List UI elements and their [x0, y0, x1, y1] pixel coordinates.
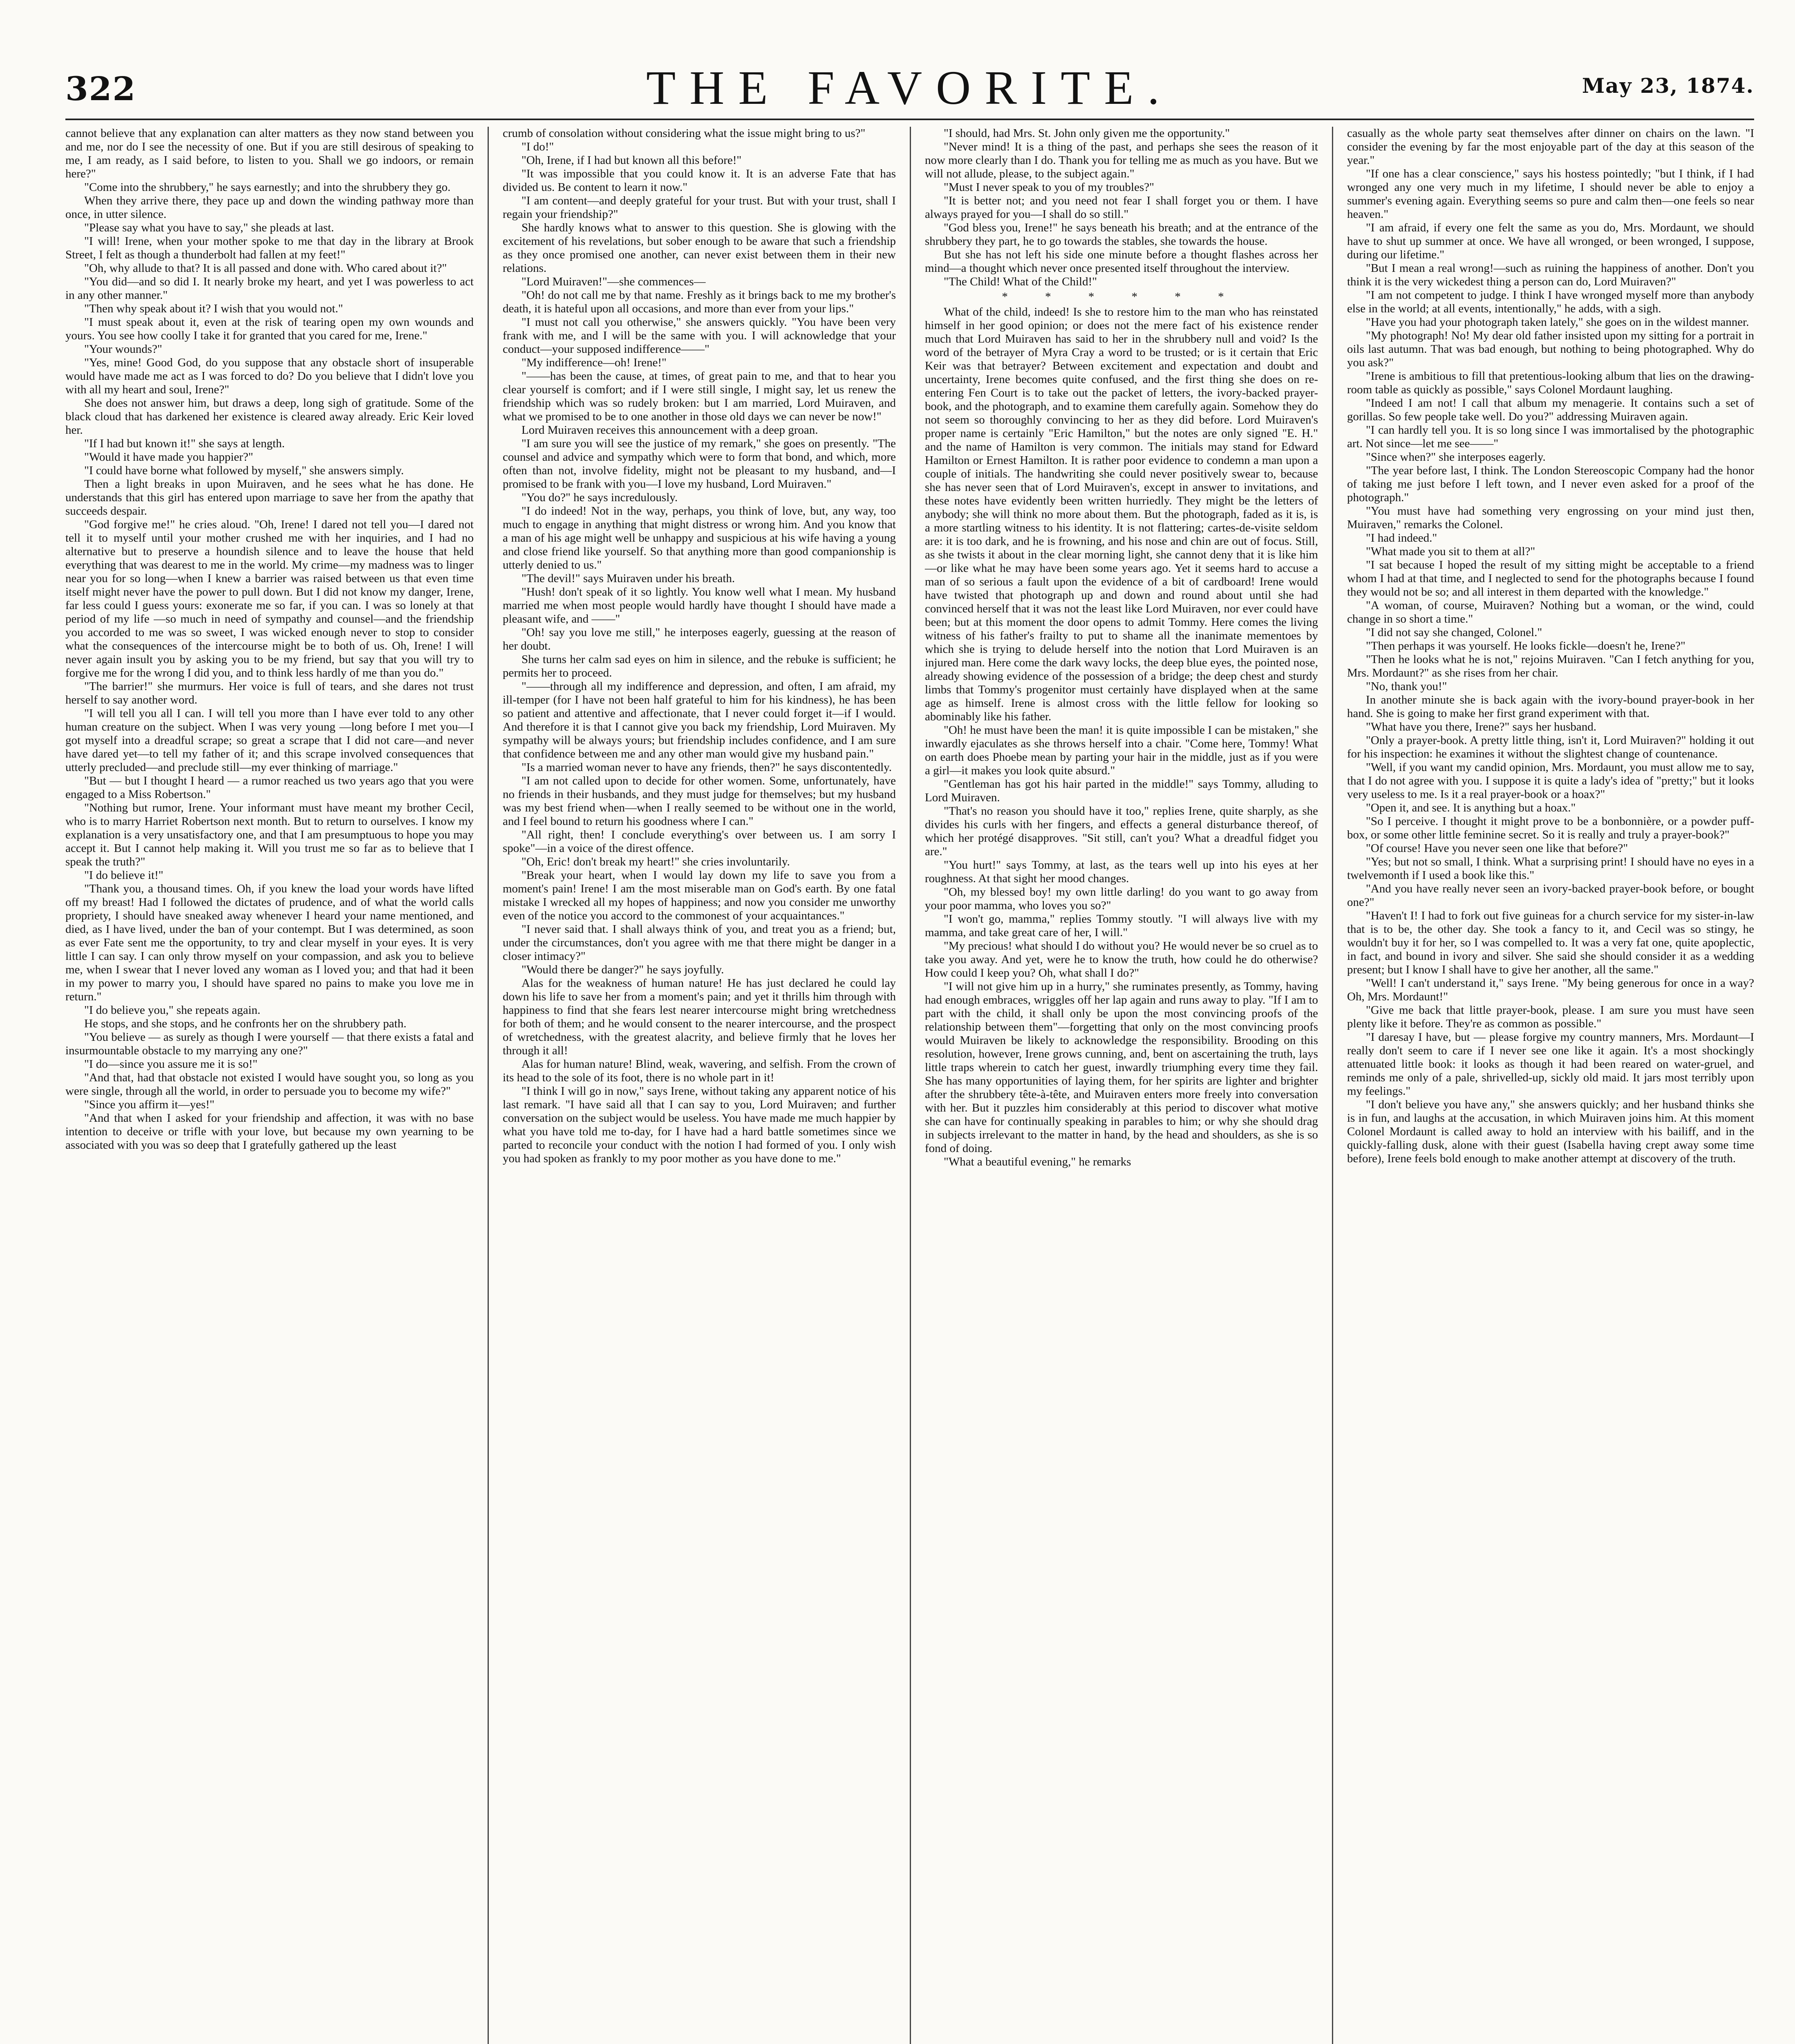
paragraph: "Since you affirm it—yes!": [84, 1098, 215, 1111]
paragraph: "Then he looks what he is not," rejoins Muiraven. "Can I fetch anything for you, Mrs. Mordaunt?" as she rises from her chair.: [1347, 653, 1754, 679]
paragraph: "I daresay I have, but — please forgive my country manners, Mrs. Mordaunt—I really don't seem to care if I never see one like it again. It's a most shockingly attenuated little book: it looks as though it had been reared on water-gruel, and reminds me only of a pale, shrivelled-up, sickly old maid. It jars most terribly upon my feelings.": [1347, 1031, 1754, 1098]
paragraph: "And that, had that obstacle not existed I would have sought you, so long as you were single, through all the world, in order to persuade you to become my wife?": [65, 1071, 474, 1098]
paragraph: "Yes, mine! Good God, do you suppose that any obstacle short of insuperable would have made me act as I was forced to do? Do you believe that I didn't love you with all my heart and soul, Irene?": [65, 356, 474, 396]
paragraph: "The barrier!" she murmurs. Her voice is full of tears, and she dares not trust herself to say another word.: [65, 680, 474, 706]
paragraph: "I could have borne what followed by myself," she answers simply.: [84, 464, 404, 477]
paragraph: "I never said that. I shall always think of you, and treat you as a friend; but, under the circumstances, don't you agree with me that there might be danger in a closer intimacy?": [503, 923, 896, 963]
paragraph: "Oh! do not call me by that name. Freshly as it brings back to me my brother's death, it is hateful upon all occasions, and more than ever from your lips.": [503, 289, 896, 315]
paragraph: "You did—and so did I. It nearly broke my heart, and yet I was powerless to act in any other manner.": [65, 275, 474, 302]
paragraph: "I do believe it!": [84, 869, 163, 882]
paragraph: "You must have had something very engrossing on your mind just then, Muiraven," remarks the Colonel.: [1347, 504, 1754, 531]
paragraph: "Lord Muiraven!"—she commences—: [521, 275, 706, 288]
paragraph: "Come into the shrubbery," he says earnestly; and into the shrubbery they go.: [84, 181, 451, 194]
paragraph: "My indifference—oh! Irene!": [521, 356, 667, 369]
paragraph: "I won't go, mamma," replies Tommy stoutly. "I will always live with my mamma, and take great care of her, I will.": [925, 912, 1318, 939]
paragraph: She hardly knows what to answer to this question. She is glowing with the excitement of his revelations, but sober enough to be aware that such a friendship as they once promised one another, can never exist between them in their new relations.: [503, 221, 896, 275]
paragraph: "Have you had your photograph taken lately," she goes on in the wildest manner.: [1366, 316, 1749, 329]
paragraph: "Yes; but not so small, I think. What a surprising print! I should have no eyes in a twelvemonth if I used a book like this.": [1347, 855, 1754, 882]
paragraph: "Oh, Eric! don't break my heart!" she cries involuntarily.: [521, 855, 790, 868]
paragraph: "I sat because I hoped the result of my sitting might be acceptable to a friend whom I had at that time, and I neglected to send for the photographs because I found they would not be so; and all interest in them departed with the knowledge.": [1347, 558, 1754, 598]
paragraph: "I am sure you will see the justice of my remark," she goes on presently. "The counsel and advice and sympathy which were to form that bond, and which, more often than not, involve fidelity, might not be pleasant to my husband, and—I promised to be frank with you—I love my husband, Lord Muiraven.": [503, 437, 896, 491]
paragraph: "Please say what you have to say," she pleads at last.: [84, 221, 334, 234]
column-4: [1332, 127, 1754, 2044]
paragraph: "I am afraid, if every one felt the same as you do, Mrs. Mordaunt, we should have to shut up summer at once. We have all wronged, or been wronged, I suppose, during our lifetime.": [1347, 221, 1754, 261]
paragraph: Alas for the weakness of human nature! He has just declared he could lay down his life to save her from a moment's pain; and yet it thrills him through with happiness to find that she fears lest nearer intercourse might bring wretchedness for both of them; and he would consent to the nearer intercourse, and the prospect of wretchedness, with the greatest alacrity, and believe firmly that he loves her through it all!: [503, 977, 896, 1057]
paragraph: "Open it, and see. It is anything but a hoax.": [1366, 801, 1576, 814]
paragraph: But she has not left his side one minute before a thought flashes across her mind—a thought which never once presented itself throughout the interview.: [925, 248, 1318, 275]
paragraph: "I am not called upon to decide for other women. Some, unfortunately, have no friends in their husbands, and they must judge for themselves; but my husband was my best friend when—when I really seemed to be without one in the world, and I feel bound to return his goodness where I can.": [503, 774, 896, 828]
paragraph: "And that when I asked for your friendship and affection, it was with no base intention to deceive or trifle with your love, but because my own yearning to be associated with you was so deep that I gratefully gathered up the least: [65, 1112, 474, 1152]
paragraph: "It was impossible that you could know it. It is an adverse Fate that has divided us. Be content to learn it now.": [503, 167, 896, 194]
masthead-title: THE FAVORITE.: [646, 61, 1173, 114]
paragraph: "Indeed I am not! I call that album my menagerie. It contains such a set of gorillas. So few people take well. Do you?" addressing Muiraven again.: [1347, 397, 1754, 423]
paragraph: "I think I will go in now," says Irene, without taking any apparent notice of his last remark. "I have said all that I can say to you, Lord Muiraven; and further conversation on the subject would be useless. You have made me much happier by what you have told me to-day, for I have had a hard battle sometimes since we parted to reconcile your conduct with the notion I had formed of you. I only wish you had spoken as frankly to my poor mother as you have done to me.": [503, 1085, 896, 1165]
paragraph: "All right, then! I conclude everything's over between us. I am sorry I spoke"—in a voice of the direst offence.: [503, 828, 896, 855]
paragraph: "Since when?" she interposes eagerly.: [1366, 450, 1546, 464]
paragraph: "Would it have made you happier?": [84, 450, 253, 464]
paragraph: "I did not say she changed, Colonel.": [1366, 626, 1542, 639]
paragraph: "Of course! Have you never seen one like that before?": [1366, 842, 1628, 855]
paragraph: "But — but I thought I heard — a rumor reached us two years ago that you were engaged to a Miss Robertson.": [65, 774, 474, 801]
paragraph: "Nothing but rumor, Irene. Your informant must have meant my brother Cecil, who is to marry Harriet Robertson next month. But to return to ourselves. I know my explanation is a very unsatisfactory one, and that I am presumptuous to hope you may accept it. But I cannot help making it. Will you trust me so far as to believe that I speak the truth?": [65, 801, 474, 868]
paragraph: "I am not competent to judge. I think I have wronged myself more than anybody else in the world; at all events, intentionally," he adds, with a sigh.: [1347, 289, 1754, 315]
paragraph: "I do indeed! Not in the way, perhaps, you think of love, but, any way, too much to engage in anything that might distress or wrong him. And you know that a man of his age might well be unhappy and suspicious at his wife having a young and close friend like yourself. So that anything more than good companionship is utterly denied to us.": [503, 504, 896, 572]
paragraph: "Haven't I! I had to fork out five guineas for a church service for my sister-in-law that is to be, the other day. She took a fancy to it, and Cecil was so stingy, he wouldn't buy it for her, so I was compelled to. It was a very fat one, quite apoplectic, in fact, and bound in ivory and silver. She said she should consider it as a wedding present; but I know I shall have to give her another, all the same.": [1347, 909, 1754, 976]
column-1: [65, 127, 488, 2044]
article-columns: [65, 127, 1754, 2044]
page-header: [65, 61, 1754, 114]
paragraph: casually as the whole party seat themselves after dinner on chairs on the lawn. "I consider the evening by far the most enjoyable part of the day at this season of the year.": [1347, 127, 1754, 167]
paragraph: "Must I never speak to you of my troubles?": [944, 181, 1154, 194]
paragraph: "Only a prayer-book. A pretty little thing, isn't it, Lord Muiraven?" holding it out for his inspection: he examines it without the slightest change of countenance.: [1347, 734, 1754, 760]
paragraph: "What have you there, Irene?" says her husband.: [1366, 720, 1596, 733]
paragraph: What of the child, indeed! Is she to restore him to the man who has reinstated himself in her good opinion; or does not the mere fact of his existence render much that Lord Muiraven has said to her in the shrubbery null and void? Is the word of the betrayer of Myra Cray a word to be trusted; or is it certain that Eric Keir was that betrayer? Between excitement and expectation and doubt and uncertainty, Irene becomes quite confused, and the first thing she does on re-entering Fen Court is to take out the packet of letters, the ivory-backed prayer-book, and the photograph, and to examine them carefully again. Somehow they do not seem so thoroughly convincing to her as they did before. Lord Muiraven's proper name is certainly "Eric Hamilton," but the notes are only signed "E. H." and the name of Hamilton is very common. The initials may stand for Edward Hamilton or Ernest Hamilton. It is rather poor evidence to condemn a man upon a couple of initials. The handwriting she could never positively swear to, because she has never seen that of Lord Muiraven's, except in answer to invitations, and these notes have evidently been written hurriedly. They might be the letters of anybody; she will think no more about them. But the photograph, faded as it is, is a more startling witness to his identity. It is not flattering; cartes-de-visite seldom are: it is too dark, and he is frowning, and his nose and chin are out of focus. Still, as she twists it about in the clear morning light, she cannot deny that it is like him—or like what he may have been some years ago. Yet it seems hard to accuse a man of so serious a fault upon the evidence of a bit of cardboard! Irene would have twisted that photograph up and down and round about until she had convinced herself that it was not the least like Lord Muiraven, nor ever could have been; but at this moment the door opens to admit Tommy. Here comes the living witness of his father's frailty to put to shame all the inanimate mementoes by which she is trying to delude herself into the notion that Lord Muiraven is an injured man. Here come the dark wavy locks, the deep blue eyes, the pointed nose, already showing evidence of the possession of a bridge; the deep chest and sturdy limbs that Tommy's progenitor must certainly have displayed when at the same age as himself. Irene is almost cross with the little fellow for looking so abominably like his father.: [925, 305, 1318, 723]
paragraph: "Oh, my blessed boy! my own little darling! do you want to go away from your poor mamma, who loves you so?": [925, 885, 1318, 912]
paragraph: "Oh! he must have been the man! it is quite impossible I can be mistaken," she inwardly ejaculates as she throws herself into a chair. "Come here, Tommy! What on earth does Phoebe mean by parting your hair in the middle, just as if you were a girl—it makes you look quite absurd.": [925, 724, 1318, 777]
paragraph: "——has been the cause, at times, of great pain to me, and that to hear you clear yourself is comfort; and if I were still single, I might say, let us renew the friendship which was so rudely broken: but I am married, Lord Muiraven, and what we promised to be to one another in those old days we can never be now!": [503, 370, 896, 423]
paragraph: "Oh, Irene, if I had but known all this before!": [521, 154, 742, 167]
page-number: 322: [65, 69, 136, 108]
paragraph: Lord Muiraven receives this announcement with a deep groan.: [521, 424, 818, 437]
paragraph: "Hush! don't speak of it so lightly. You know well what I mean. My husband married me when most people would hardly have thought I should have made a pleasant wife, and ——": [503, 585, 896, 625]
paragraph: "My precious! what should I do without you? He would never be so cruel as to take you away. And yet, were he to know the truth, how could he do otherwise? How could I keep you? Oh, what shall I do?": [925, 939, 1318, 979]
paragraph: "That's no reason you should have it too," replies Irene, quite sharply, as she divides his curls with her fingers, and effects a general disturbance thereof, of which her protégé disapproves. "Sit still, can't you? What a dreadful fidget you are.": [925, 805, 1318, 858]
paragraph: "I must not call you otherwise," she answers quickly. "You have been very frank with me, and I will be the same with you. I will acknowledge that your conduct—your supposed indifference——": [503, 316, 896, 356]
paragraph: "What a beautiful evening," he remarks: [944, 1155, 1131, 1168]
paragraph: "You hurt!" says Tommy, at last, as the tears well up into his eyes at her roughness. At that sight her mood changes.: [925, 858, 1318, 885]
paragraph: "Then why speak about it? I wish that you would not.": [84, 302, 343, 315]
paragraph: She does not answer him, but draws a deep, long sigh of gratitude. Some of the black cloud that has darkened her existence is cleared away already. Eric Keir loved her.: [65, 397, 474, 437]
paragraph: "I do believe you," she repeats again.: [84, 1004, 261, 1017]
paragraph: "But I mean a real wrong!—such as ruining the happiness of another. Don't you think it is the very wickedest thing a person can do, Lord Muiraven?": [1347, 262, 1754, 288]
paragraph: "I do!": [521, 140, 554, 153]
paragraph: crumb of consolation without considering what the issue might bring to us?": [503, 127, 866, 140]
paragraph: "The devil!" says Muiraven under his breath.: [521, 572, 735, 585]
paragraph: "If one has a clear conscience," says his hostess pointedly; "but I think, if I had wronged any one very much in my lifetime, I should never be able to enjoy a summer's evening again. Everything seems so pure and calm then—one feels so near heaven.": [1347, 167, 1754, 221]
paragraph: "You do?" he says incredulously.: [521, 491, 678, 504]
paragraph: Alas for human nature! Blind, weak, wavering, and selfish. From the crown of its head to the sole of its foot, there is no whole part in it!: [503, 1058, 896, 1084]
section-break-stars: * * * * * *: [1002, 290, 1241, 303]
paragraph: "Never mind! It is a thing of the past, and perhaps she sees the reason of it now more clearly than I do. Thank you for telling me as much as you have. But we will not allude, please, to the subject again.": [925, 140, 1318, 180]
paragraph: "Then perhaps it was yourself. He looks fickle—doesn't he, Irene?": [1366, 639, 1685, 652]
paragraph: "You believe — as surely as though I were yourself — that there exists a fatal and insurmountable obstacle to my marrying any one?": [65, 1031, 474, 1057]
paragraph: "I will! Irene, when your mother spoke to me that day in the library at Brook Street, I felt as though a thunderbolt had fallen at my feet!": [65, 235, 474, 261]
paragraph: "——through all my indifference and depression, and often, I am afraid, my ill-temper (for I have not been half grateful to him for his kindness), he has been so patient and attentive and affectionate, that I never could forget it—if I would. And therefore it is that I cannot give you back my friendship, Lord Muiraven. My sympathy will be always yours; but friendship includes confidence, and I am sure that confidence between me and any other man would give my husband pain.": [503, 680, 896, 760]
paragraph: She turns her calm sad eyes on him in silence, and the rebuke is sufficient; he permits her to proceed.: [503, 653, 896, 679]
paragraph: "I do—since you assure me it is so!": [84, 1058, 257, 1071]
paragraph: "It is better not; and you need not fear I shall forget you or them. I have always prayed for you—I shall do so still.": [925, 194, 1318, 221]
paragraph: "No, thank you!": [1366, 680, 1447, 693]
paragraph: "I will tell you all I can. I will tell you more than I have ever told to any other human creature on the subject. When I was very young —long before I met you—I got myself into a dreadful scrape; so great a scrape that I did not care—and never have dared yet—to tell my father of it; and this scrape involved consequences that utterly precluded—and preclude still—my ever thinking of marriage.": [65, 707, 474, 774]
paragraph: "If I had but known it!" she says at length.: [84, 437, 285, 450]
paragraph: "I will not give him up in a hurry," she ruminates presently, as Tommy, having had enough embraces, wriggles off her lap again and runs away to play. "If I am to part with the child, it shall only be upon the most convincing proofs of the relationship between them"—forgetting that only on the most convincing proofs would Muiraven be likely to acknowledge the responsibility. Brooding on this resolution, however, Irene grows cunning, and, bent on ascertaining the truth, lays little traps wherein to catch her guest, inwardly triumphing every time they fail. She has many opportunities of laying them, for her spirits are lighter and brighter after the shrubbery tête-à-tête, and Muiraven enters more freely into conversation with her. But it puzzles him considerably at this period to discover what motive she can have for continually speaking in parables to him; or why she should drag in subjects irrelevant to the matter in hand, by the head and shoulders, as she is so fond of doing.: [925, 980, 1318, 1155]
paragraph: When they arrive there, they pace up and down the winding pathway more than once, in utter silence.: [65, 194, 474, 221]
paragraph: "Your wounds?": [84, 343, 162, 356]
column-2: [488, 127, 910, 2044]
paragraph: "I must speak about it, even at the risk of tearing open my own wounds and yours. You see how coolly I take it for granted that you cared for me, Irene.": [65, 316, 474, 342]
paragraph: He stops, and she stops, and he confronts her on the shrubbery path.: [84, 1017, 407, 1030]
paragraph: "Irene is ambitious to fill that pretentious-looking album that lies on the drawing-room table as quickly as possible," says Colonel Mordaunt laughing.: [1347, 370, 1754, 396]
paragraph: "I am content—and deeply grateful for your trust. But with your trust, shall I regain your friendship?": [503, 194, 896, 221]
paragraph: "Oh! say you love me still," he interposes eagerly, guessing at the reason of her doubt.: [503, 626, 896, 652]
paragraph: "Break your heart, when I would lay down my life to save you from a moment's pain! Irene! I am the most miserable man on God's earth. By one fatal mistake I wrecked all my hopes of happiness; and now you consider me unworthy even of the notice you accord to the commonest of your acquaintances.": [503, 869, 896, 922]
paragraph: "I can hardly tell you. It is so long since I was immortalised by the photographic art. Not since—let me see——": [1347, 424, 1754, 450]
paragraph: "I had indeed.": [1366, 531, 1437, 545]
paragraph: "The year before last, I think. The London Stereoscopic Company had the honor of taking me just before I left town, and I never even asked for a proof of the photograph.": [1347, 464, 1754, 504]
paragraph: "What made you sit to them at all?": [1366, 545, 1535, 558]
column-3: [910, 127, 1332, 2044]
paragraph: "Give me back that little prayer-book, please. I am sure you must have seen plenty like it before. They're as common as possible.": [1347, 1004, 1754, 1030]
paragraph: "Gentleman has got his hair parted in the middle!" says Tommy, alluding to Lord Muiraven.: [925, 778, 1318, 804]
paragraph: "And you have really never seen an ivory-backed prayer-book before, or bought one?": [1347, 882, 1754, 909]
paragraph: "God forgive me!" he cries aloud. "Oh, Irene! I dared not tell you—I dared not tell it to myself until your mother crushed me with her inquiries, and I had no alternative but to preserve a houndish silence and to leave the house that held everything that was dearest to me in the world. My crime—my madness was to linger near you for so long—when I knew a barrier was raised between us that even time itself might never have the power to pull down. But I did not know my danger, Irene, far less could I guess yours: exonerate me so far, if you can. I was so lonely at that period of my life —so much in need of sympathy and counsel—and the friendship you accorded to me was so sweet, I was wicked enough never to stop to consider what the consequences of the intercourse might be to both of us. Oh, Irene! I will never again insult you by asking you to be my friend, but say that you will try to forgive me for the wrong I did you, and to think less hardly of me than you do.": [65, 518, 474, 679]
paragraph: "God bless you, Irene!" he says beneath his breath; and at the entrance of the shrubbery they part, he to go towards the stables, she towards the house.: [925, 221, 1318, 248]
paragraph: "So I perceive. I thought it might prove to be a bonbonnière, or a powder puff-box, or some other little feminine secret. So it is really and truly a prayer-book?": [1347, 815, 1754, 841]
paragraph: "I should, had Mrs. St. John only given me the opportunity.": [944, 127, 1230, 140]
paragraph: "Is a married woman never to have any friends, then?" he says discontentedly.: [521, 761, 892, 774]
paragraph: Then a light breaks in upon Muiraven, and he sees what he has done. He understands that this girl has entered upon marriage to save her from the apathy that succeeds despair.: [65, 477, 474, 518]
paragraph: "Would there be danger?" he says joyfully.: [521, 963, 724, 976]
header-rule: [65, 119, 1754, 120]
paragraph: "The Child! What of the Child!": [944, 275, 1097, 288]
paragraph: In another minute she is back again with the ivory-bound prayer-book in her hand. She is going to make her first grand experiment with that.: [1347, 693, 1754, 720]
issue-date: May 23, 1874.: [1582, 74, 1754, 98]
paragraph: cannot believe that any explanation can alter matters as they now stand between you and me, nor do I see the necessity of one. But if you are still desirous of speaking to me, I am ready, as I said before, to listen to you. Shall we go indoors, or remain here?": [65, 127, 474, 180]
paragraph: "I don't believe you have any," she answers quickly; and her husband thinks she is in fun, and laughs at the accusation, in which Muiraven joins him. At this moment Colonel Mordaunt is called away to hold an interview with his bailiff, and in the quickly-falling dusk, alone with their guest (Isabella having crept away some time before), Irene feels bold enough to make another attempt at discovery of the truth.: [1347, 1098, 1754, 1165]
paragraph: "My photograph! No! My dear old father insisted upon my sitting for a portrait in oils last autumn. That was bad enough, but nothing to being photographed. Why do you ask?": [1347, 329, 1754, 369]
paragraph: "Well! I can't understand it," says Irene. "My being generous for once in a way? Oh, Mrs. Mordaunt!": [1347, 977, 1754, 1003]
paragraph: "A woman, of course, Muiraven? Nothing but a woman, or the wind, could change in so short a time.": [1347, 599, 1754, 625]
paragraph: "Oh, why allude to that? It is all passed and done with. Who cared about it?": [84, 262, 447, 275]
paragraph: "Well, if you want my candid opinion, Mrs. Mordaunt, you must allow me to say, that I do not agree with you. I suppose it is quite a lady's idea of "pretty;" but it looks very useless to me. Is it a real prayer-book or a hoax?": [1347, 761, 1754, 801]
paragraph: "Thank you, a thousand times. Oh, if you knew the load your words have lifted off my breast! Had I followed the dictates of prudence, and of what the world calls propriety, I should have sneaked away whenever I heard your name mentioned, and died, as I have lived, under the ban of your contempt. But I was determined, as soon as ever Fate sent me the opportunity, to try and clear myself in your eyes. It is very little I can say. I can only throw myself on your compassion, and ask you to believe me, when I swear that I never loved any woman as I loved you; and that had it been in my power to marry you, I should have spared no pains to make you love me in return.": [65, 882, 474, 1003]
